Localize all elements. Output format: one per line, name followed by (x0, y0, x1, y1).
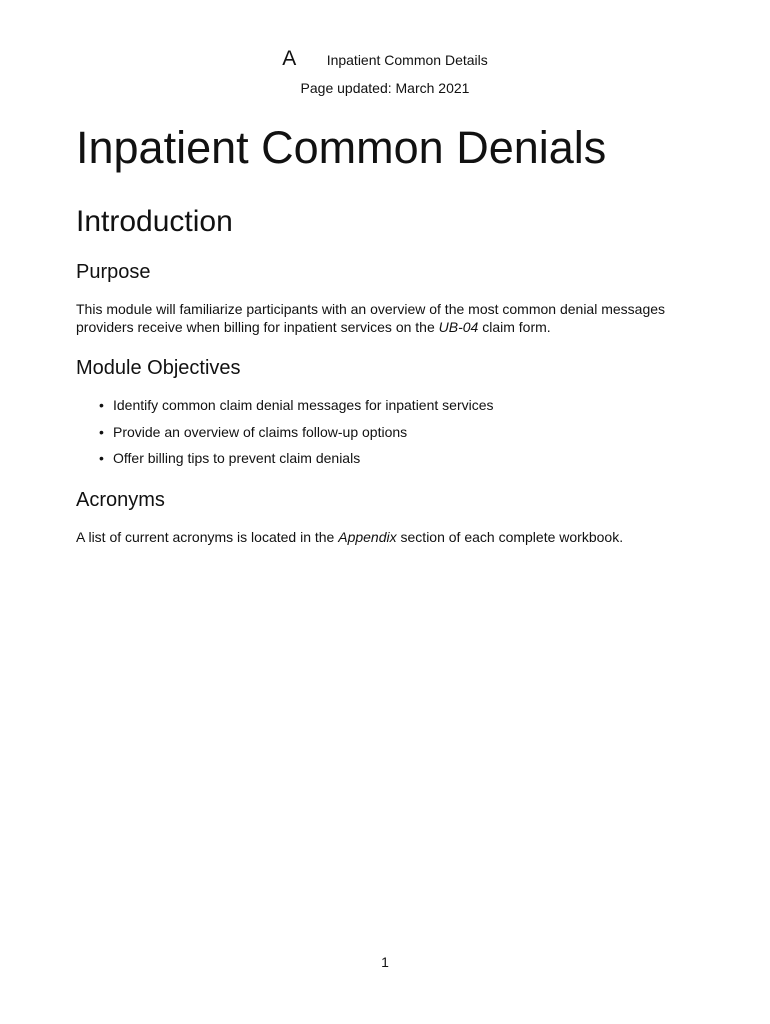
list-item (76, 396, 494, 414)
acronyms-paragraph (76, 528, 716, 546)
acronyms-heading: Acronyms (76, 489, 165, 511)
objective-text: Offer billing tips to prevent claim denials (113, 450, 361, 466)
purpose-text-end: claim form. (478, 319, 551, 335)
bullet-icon: • (99, 397, 104, 413)
bullet-icon: • (99, 423, 104, 440)
acronyms-text-end: section of each complete workbook. (396, 529, 624, 545)
appendix-reference: Appendix (338, 529, 397, 545)
claim-form-name: UB-04 (438, 319, 479, 335)
header-title: Inpatient Common Details (326, 52, 488, 68)
list-item (76, 449, 494, 467)
page-number: 1 (381, 954, 389, 970)
acronyms-text-start: A list of current acronyms is located in the (76, 529, 339, 545)
objective-text: Identify common claim denial messages for inpatient services (113, 397, 494, 413)
objective-text: Provide an overview of claims follow-up options (113, 423, 408, 440)
purpose-heading: Purpose (76, 261, 151, 283)
introduction-heading: Introduction (76, 205, 233, 238)
bullet-icon: • (99, 450, 104, 466)
header-section-letter: A (282, 47, 297, 70)
module-objectives-heading: Module Objectives (76, 357, 241, 379)
running-header (0, 46, 770, 74)
objectives-list (76, 396, 494, 476)
purpose-paragraph (76, 300, 716, 336)
page-updated-date: Page updated: March 2021 (300, 80, 470, 96)
page-title: Inpatient Common Denials (76, 122, 607, 173)
list-item (76, 423, 494, 441)
purpose-text-start: This module will familiarize participants with an overview of the most common denial messages providers receive when billing for inpatient services on the (76, 301, 666, 335)
